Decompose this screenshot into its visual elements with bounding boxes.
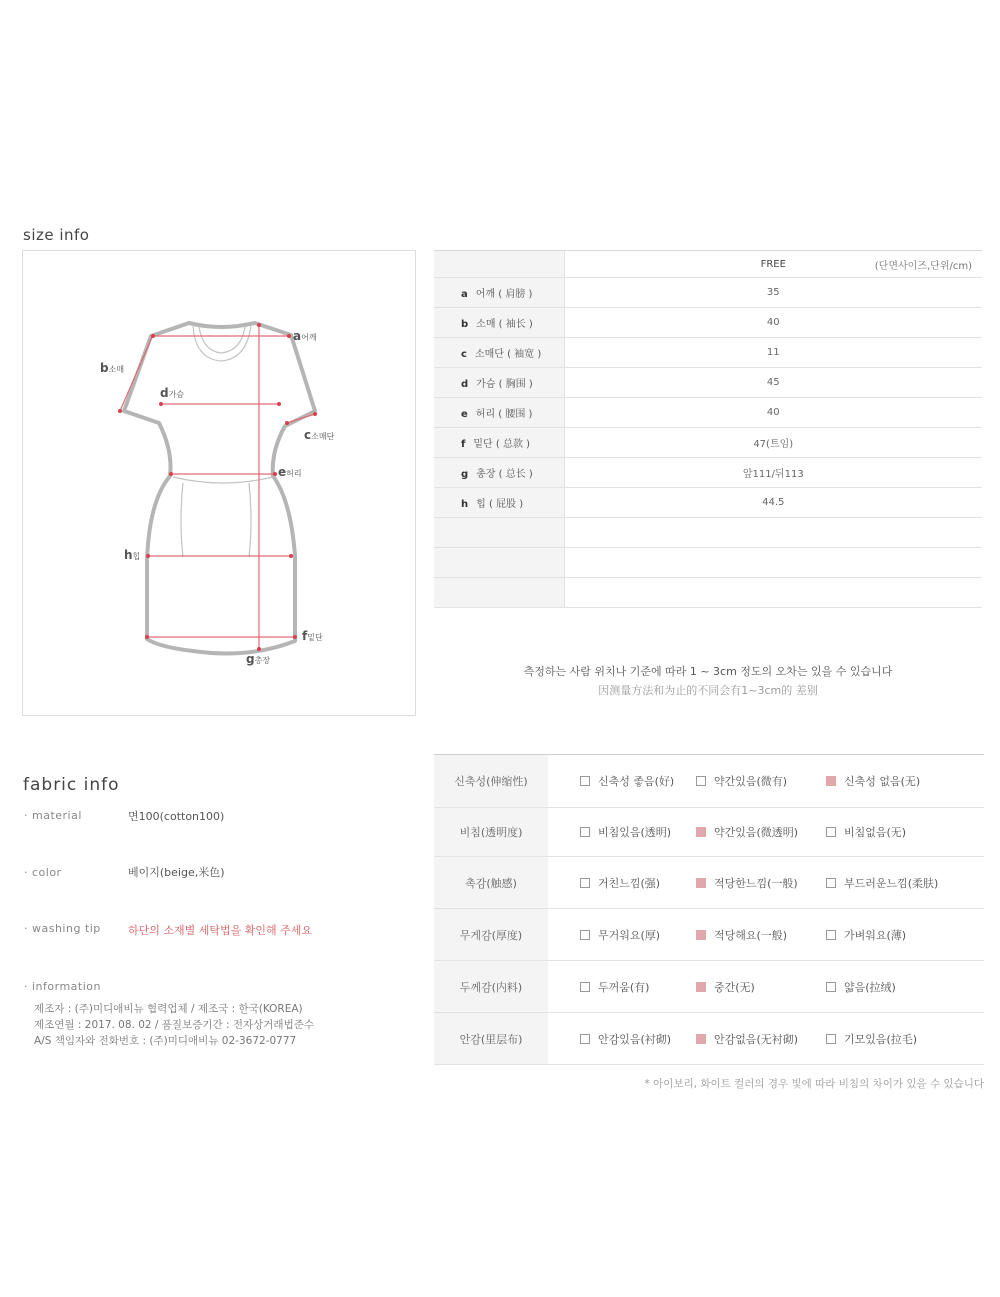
washing-value: 하단의 소재별 세탁법을 확인해 주세요 [128,924,313,937]
fabric-info-title: fabric info [23,775,120,795]
row-label: 총장 ( 总长 ) [476,469,533,480]
row-value: 35 [564,278,982,308]
row-value: 11 [564,338,982,368]
material-value: 면100(cotton100) [128,810,225,823]
fabric-category: 안감(里层布) [434,1013,548,1065]
option-item [826,824,906,840]
row-key: b [461,319,469,330]
option-item [580,773,696,789]
option-label: 신축성 없음(无) [844,775,921,788]
label-b: b소매 [100,361,125,375]
checkbox [696,878,706,888]
option-label: 부드러운느낌(柔肤) [844,876,939,890]
checkbox [580,982,590,992]
row-value: 40 [564,308,982,338]
option-item [696,773,826,789]
table-row [434,458,982,488]
option-item [580,979,696,995]
dress-outline [124,323,315,653]
size-table-header [434,251,982,278]
option-label: 약간있음(微透明) [714,826,799,839]
size-info-title: size info [23,226,90,244]
size-table [434,250,982,608]
row-value: 44.5 [564,488,982,518]
option-item [580,927,696,943]
option-item [580,875,696,891]
table-row [434,808,984,857]
table-row [434,338,982,368]
fabric-category: 비침(透明度) [434,808,548,857]
table-row-empty [434,518,982,548]
line-b [120,337,152,411]
option-label: 안감있음(衬砌) [598,1032,672,1046]
row-key: h [461,499,469,510]
size-free-header: FREE [760,258,786,270]
table-row [434,368,982,398]
row-label: 밑단 ( 总款 ) [473,439,531,450]
row-key: g [461,469,469,480]
option-label: 가벼워요(薄) [844,928,907,942]
option-label: 비침없음(无) [844,826,907,839]
info-line: 제조자 : (주)미디애비뉴 협력업체 / 제조국 : 한국(KOREA) [34,1003,303,1015]
fabric-category: 신축성(伸缩性) [434,755,548,808]
checkbox [696,827,706,837]
row-label: 어깨 ( 肩膀 ) [475,289,533,300]
checkbox [696,930,706,940]
row-value: 45 [564,368,982,398]
option-item [580,1031,696,1047]
option-item [580,824,696,840]
checkbox [580,776,590,786]
table-row-empty [434,578,982,608]
row-key: a [461,289,468,300]
table-row [434,428,982,458]
checkbox [580,827,590,837]
checkbox [826,1034,836,1044]
option-label: 두꺼움(有) [598,980,650,994]
information-label: · information [24,980,101,993]
option-label: 신축성 좋음(好) [598,775,675,788]
option-label: 중간(无) [714,980,755,994]
label-f: f밑단 [302,629,323,643]
table-row [434,398,982,428]
checkbox [826,827,836,837]
washing-label: · washing tip [24,922,101,935]
option-label: 얇음(拉绒) [844,980,896,994]
measure-lines [120,325,315,649]
row-key: d [461,379,469,390]
option-item [696,979,826,995]
table-row [434,278,982,308]
row-value: 47(트임) [564,428,982,458]
row-label: 소매단 ( 袖宽 ) [474,349,542,360]
table-row-empty [434,548,982,578]
option-item [826,773,920,789]
measure-note-zh: 因测量方法和为止的不同会有1~3cm的 差别 [598,684,818,697]
row-key: e [461,409,468,420]
fabric-category: 두께감(内料) [434,961,548,1013]
dress-details [173,325,273,557]
unit-note: (단면사이즈,단위/cm) [874,261,972,272]
option-label: 기모있음(拉毛) [844,1032,918,1046]
row-label: 가슴 ( 胸围 ) [476,379,533,390]
option-item [696,875,826,891]
checkbox [826,776,836,786]
option-label: 적당한느낌(一般) [714,876,798,890]
option-item [696,824,826,840]
option-item [826,979,896,995]
row-key: c [461,349,467,360]
checkbox [696,982,706,992]
checkbox [580,1034,590,1044]
option-label: 무거워요(厚) [598,928,661,942]
fabric-footnote: * 아이보리, 화이트 컬러의 경우 빛에 따라 비침의 차이가 있을 수 있습니다 [644,1078,984,1090]
option-item [826,1031,917,1047]
option-label: 비침있음(透明) [598,826,672,839]
line-c [287,414,315,423]
option-label: 거친느낌(强) [598,876,661,890]
row-label: 소매 ( 袖长 ) [476,319,533,330]
table-row [434,308,982,338]
size-diagram [22,250,416,716]
table-row [434,909,984,961]
fabric-table [434,754,984,1065]
option-item [696,927,826,943]
fabric-category: 무게감(厚度) [434,909,548,961]
label-d: d가슴 [160,386,185,400]
option-label: 적당해요(一般) [714,928,788,942]
row-value: 앞111/뒤113 [564,458,982,488]
label-h: h힙 [124,548,141,562]
info-line: 제조연월 : 2017. 08. 02 / 품질보증기간 : 전자상거래법준수 [34,1019,315,1031]
checkbox [826,930,836,940]
label-e: e허리 [278,465,302,479]
material-label: · material [24,809,82,822]
table-row [434,488,982,518]
table-row [434,857,984,909]
checkbox [696,1034,706,1044]
label-c: c소매단 [304,428,335,442]
table-row [434,961,984,1013]
checkbox [826,878,836,888]
option-label: 안감없음(无衬砌) [714,1032,799,1046]
checkbox [826,982,836,992]
label-a: a어깨 [293,329,317,343]
table-row [434,1013,984,1065]
option-item [696,1031,826,1047]
checkbox [580,878,590,888]
option-item [826,875,938,891]
label-g: g총장 [246,652,271,666]
row-label: 힙 ( 屁股 ) [476,499,524,510]
fabric-category: 촉감(触感) [434,857,548,909]
row-key: f [461,439,466,450]
checkbox [580,930,590,940]
dress-diagram-svg [23,251,417,717]
color-label: · color [24,866,62,879]
row-value: 40 [564,398,982,428]
info-line: A/S 책임자와 전화번호 : (주)미디애비뉴 02-3672-0777 [34,1035,297,1047]
checkbox [696,776,706,786]
row-label: 허리 ( 腰围 ) [475,409,533,420]
option-item [826,927,906,943]
measure-note-ko: 측정하는 사람 위치나 기준에 따라 1 ~ 3cm 정도의 오차는 있을 수 있습니다 [523,665,893,678]
option-label: 약간있음(微有) [714,775,788,788]
color-value: 베이지(beige,米色) [128,866,225,879]
table-row [434,755,984,808]
